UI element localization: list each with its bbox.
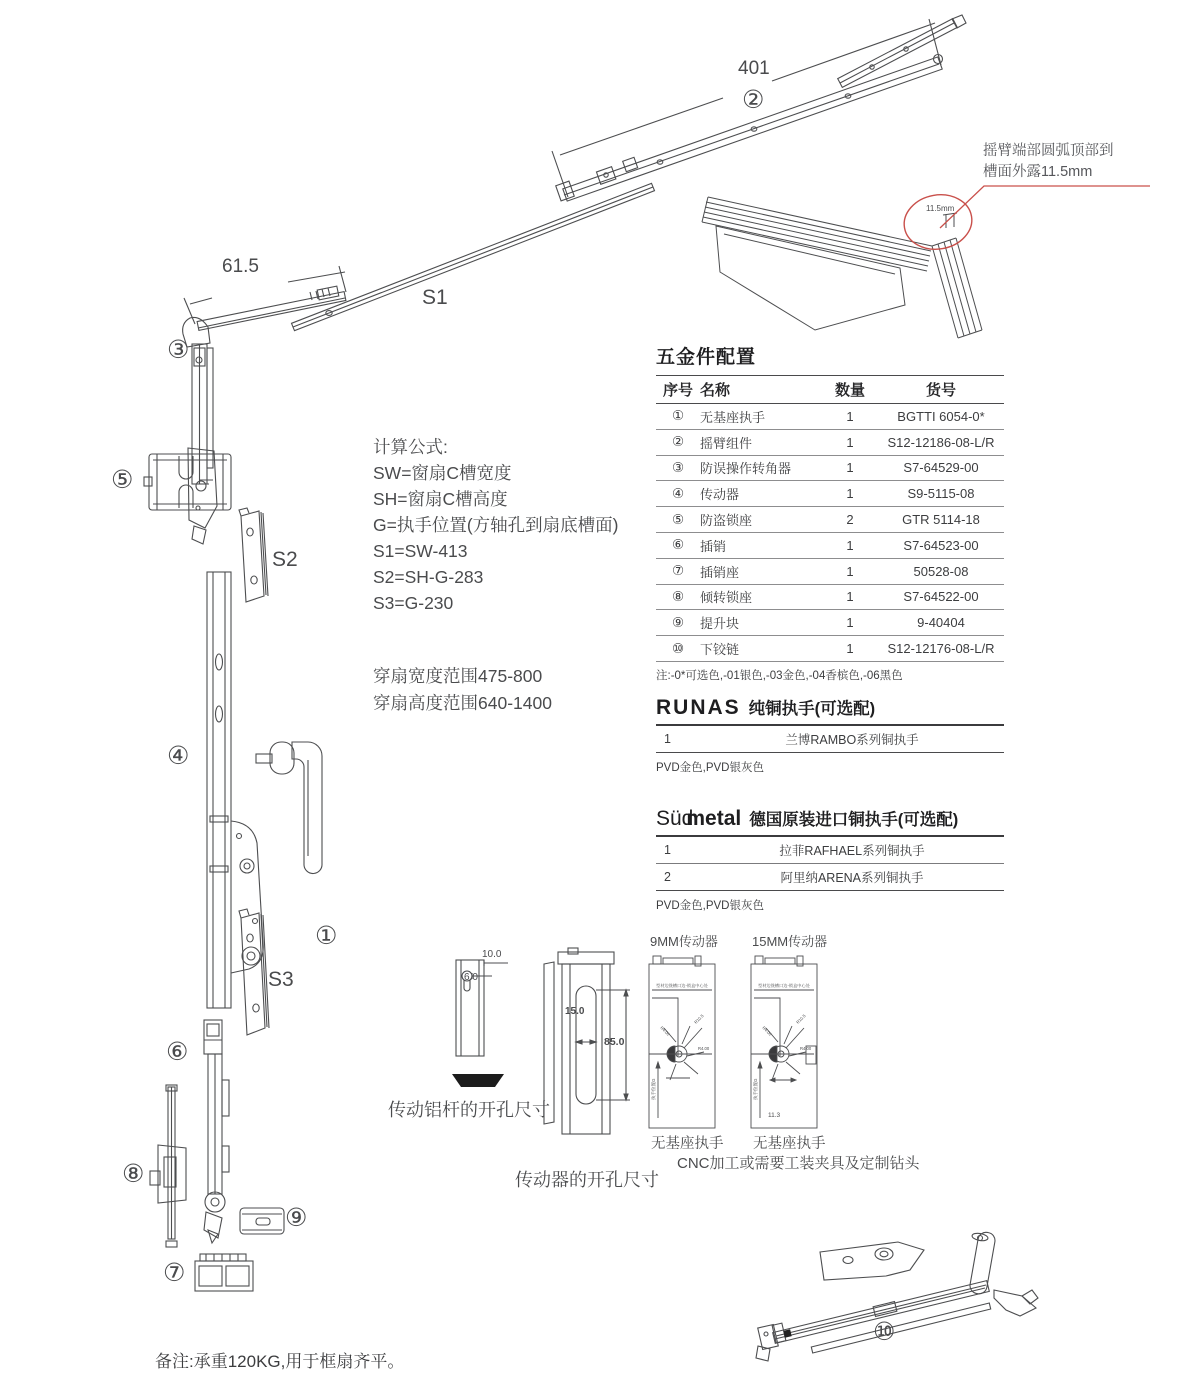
list-item: 1 兰博RAMBO系列铜执手 [656, 726, 1004, 753]
table-row: ③ 防误操作转角器 1 S7-64529-00 [656, 456, 1004, 482]
dim-61-5: 61.5 [222, 256, 259, 277]
table-row: ⑤ 防盗锁座 2 GTR 5114-18 [656, 507, 1004, 533]
table-row: ⑥ 插销 1 S7-64523-00 [656, 533, 1004, 559]
s1-rail-drawing [285, 175, 670, 340]
marker-part-2: ② [742, 86, 765, 114]
driver15-title: 15MM传动器 [752, 934, 828, 949]
formula-s3: S3=G-230 [373, 593, 454, 613]
label-s1: S1 [422, 286, 448, 309]
rod-drill-label: 传动铝杆的开孔尺寸 [388, 1100, 550, 1120]
sudmetal-finish-note: PVD金色,PVD银灰色 [656, 900, 764, 912]
dim-11-5mm: 11.5mm [926, 204, 955, 213]
driver15-caption: 无基座执手 [753, 1136, 826, 1152]
driver9-inner-note: 型材边铣槽口边-锁盒中心处 [656, 983, 708, 988]
driver9-vlabel: 执手位置G [651, 1078, 656, 1100]
marker-part-8: ⑧ [122, 1160, 145, 1188]
marker-part-1: ① [315, 922, 338, 950]
col-code: 货号 [925, 382, 956, 399]
hardware-table-header [656, 376, 1004, 404]
rod-drill-drawing [446, 946, 522, 1096]
runas-brand: RUNAS [656, 696, 741, 719]
label-s2: S2 [272, 548, 298, 571]
formula-sh: SH=窗扇C槽高度 [373, 489, 508, 509]
sudmetal-title: 德国原装进口铜执手(可选配) [749, 811, 959, 829]
dim-rod-width: 10.0 [482, 949, 502, 960]
list-item: 1 拉菲RAFHAEL系列铜执手 [656, 837, 1004, 864]
col-name: 名称 [700, 382, 731, 399]
bolt-keeper-drawing [190, 1250, 258, 1300]
label-s3: S3 [268, 968, 294, 991]
dim-slot-height: 85.0 [604, 1036, 625, 1048]
driver15-r1: R4.00 [761, 1025, 773, 1037]
table-row: ⑧ 倾转锁座 1 S7-64522-00 [656, 585, 1004, 611]
marker-part-5: ⑤ [111, 466, 134, 494]
table-row: ⑦ 插销座 1 50528-08 [656, 559, 1004, 585]
range-height: 穿扇高度范围640-1400 [373, 693, 552, 713]
marker-part-6: ⑥ [166, 1038, 189, 1066]
formula-sw: SW=窗扇C槽宽度 [373, 463, 512, 483]
dim-cut-width: 11.3 [768, 1112, 781, 1119]
dim-401: 401 [738, 58, 770, 79]
sudmetal-brand: Südmetal [656, 807, 742, 830]
color-options-note: 注:-0*可选色,-01银色,-03金色,-04香槟色,-06黑色 [656, 669, 903, 682]
sudmetal-section [656, 806, 1004, 913]
bottom-hinge-drawing [756, 1226, 1086, 1366]
formula-s1: S1=SW-413 [373, 541, 468, 561]
table-row: ④ 传动器 1 S9-5115-08 [656, 481, 1004, 507]
sudmetal-header [656, 806, 1004, 837]
driver15-drawing [748, 950, 824, 1140]
formula-title: 计算公式: [373, 437, 448, 457]
marker-part-4: ④ [167, 742, 190, 770]
table-row: ② 摇臂组件 1 S12-12186-08-L/R [656, 430, 1004, 456]
callout-line1: 摇臂端部圆弧顶部到 [983, 143, 1114, 159]
driver9-r3: R4.00 [698, 1046, 710, 1051]
lift-block-drawing [236, 1200, 290, 1244]
tilt-lock-drawing [148, 1083, 196, 1253]
marker-part-7: ⑦ [163, 1259, 186, 1287]
hardware-table [656, 342, 1004, 683]
runas-header [656, 695, 1004, 726]
driver9-title: 9MM传动器 [650, 934, 718, 949]
marker-part-3: ③ [167, 336, 190, 364]
dim-rod-hole: 6.0 [464, 972, 478, 983]
driver-drill-drawing [538, 946, 642, 1146]
list-item: 2 阿里纳ARENA系列铜执手 [656, 864, 1004, 891]
driver9-r1: R4.00 [659, 1025, 671, 1037]
range-width: 穿扇宽度范围475-800 [373, 666, 543, 686]
driver9-drawing [646, 950, 722, 1140]
driver15-vlabel: 执手位置G [753, 1078, 758, 1100]
protrusion-callout [983, 141, 1158, 183]
driver-drill-label: 传动器的开孔尺寸 [515, 1170, 659, 1190]
driver9-r2: R10.5 [693, 1013, 705, 1025]
handle-drawing [256, 736, 336, 886]
col-no: 序号 [662, 382, 693, 399]
formula-g: G=执手位置(方轴孔到扇底槽面) [373, 515, 619, 535]
driver15-inner-note: 型材边铣槽口边-锁盒中心处 [758, 983, 810, 988]
table-row: ① 无基座执手 1 BGTTI 6054-0* [656, 404, 1004, 430]
lock-keeper-drawing [143, 446, 239, 518]
runas-finish-note: PVD金色,PVD银灰色 [656, 762, 764, 774]
runas-title: 纯铜执手(可选配) [748, 700, 876, 718]
runas-section [656, 695, 1004, 775]
cnc-note: CNC加工或需要工装夹具及定制钻头 [677, 1155, 920, 1172]
marker-part-9: ⑨ [285, 1204, 308, 1232]
hardware-table-title: 五金件配置 [656, 342, 1004, 376]
col-qty: 数量 [834, 382, 865, 399]
table-row: ⑨ 提升块 1 9-40404 [656, 610, 1004, 636]
formula-s2: S2=SH-G-283 [373, 567, 484, 587]
formula-block [373, 434, 619, 616]
range-block [373, 663, 552, 717]
driver15-r3: R4.00 [800, 1046, 812, 1051]
driver9-caption: 无基座执手 [651, 1136, 724, 1152]
driver15-r2: R10.5 [795, 1013, 807, 1025]
marker-part-10: ⑩ [873, 1318, 896, 1346]
callout-line2: 槽面外露11.5mm [983, 164, 1093, 180]
table-row: ⑩ 下铰链 1 S12-12176-08-L/R [656, 636, 1004, 662]
dim-slot-width: 15.0 [565, 1006, 585, 1017]
footer-note: 备注:承重120KG,用于框扇齐平。 [155, 1352, 405, 1371]
